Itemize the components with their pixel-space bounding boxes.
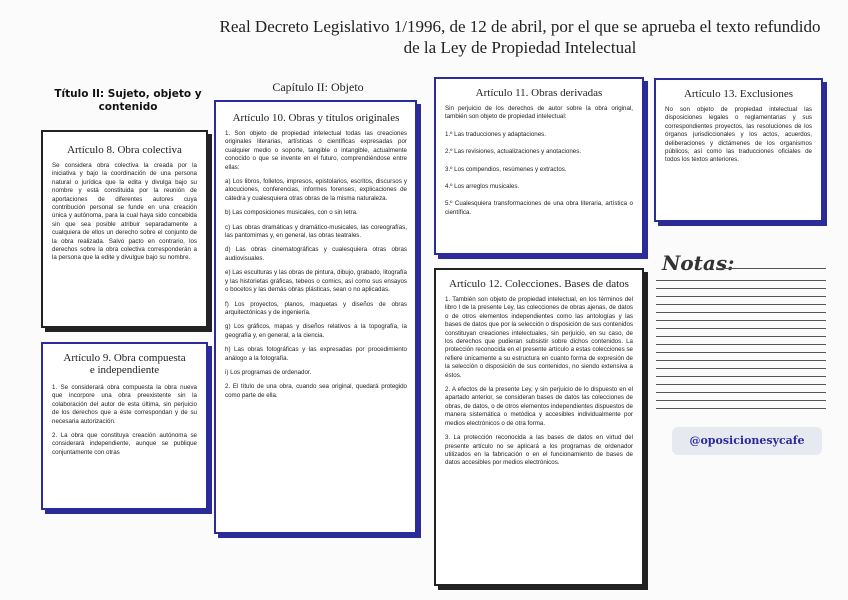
notes-line [656, 296, 826, 297]
article-11-item-2: 2.º Las revisiones, actualizaciones y anotaciones. [445, 148, 582, 156]
article-9-heading [52, 352, 197, 376]
article-9-heading-line-1: Artículo 9. Obra compuesta [63, 352, 186, 364]
notes-line [656, 368, 826, 369]
notes-line [656, 408, 826, 409]
article-12-card [434, 268, 644, 586]
notes-label: Notas: [662, 251, 735, 275]
article-8-heading: Artículo 8. Obra colectiva [67, 144, 182, 156]
titulo-ii-line-2: contenido [98, 101, 158, 113]
notes-line [656, 384, 826, 385]
article-10-p1: 1. Son objeto de propiedad intelectual todas las creaciones originales literarias, artísticas o científicas expresadas por cualquier medio o soporte, tangible o intangible, actualmente conocido o que se invente en el futuro, comprendiéndose entre ellas: [225, 130, 407, 171]
titulo-ii-line-1: Título II: Sujeto, objeto y [54, 88, 202, 100]
article-10-pg: g) Los gráficos, mapas y diseños relativos a la topografía, la geografía y, en general, a la ciencia. [225, 323, 407, 339]
article-12-heading: Artículo 12. Colecciones. Bases de datos [449, 278, 629, 290]
article-13-card [654, 78, 823, 222]
article-12-p2: 2. A efectos de la presente Ley, y sin perjuicio de lo dispuesto en el apartado anterior, se consideran bases de datos las colecciones de obras, de datos, o de otros elementos independientes dispuestos de manera sistemática o metódica y accesibles individualmente por medios electrónicos o de otra forma. [445, 386, 633, 427]
article-9-card [41, 342, 208, 510]
notes-line [656, 376, 826, 377]
page-title [200, 16, 840, 58]
article-10-pc: c) Las obras dramáticas y dramático-musicales, las coreografías, las pantomimas y, en general, las obras teatrales. [225, 223, 407, 240]
article-10-pd: d) Las obras cinematográficas y cualesquiera otras obras audiovisuales. [225, 246, 407, 262]
notes-line [656, 320, 826, 321]
article-8-card [41, 130, 208, 328]
article-9-p1: 1. Se considerará obra compuesta la obra nueva que incorpore una obra preexistente sin la colaboración del autor de esta última, sin perjuicio de los derechos que a éste correspondan y de su necesaria autorización. [52, 384, 197, 425]
author-handle: @oposicionesycafe [672, 427, 822, 455]
article-13-text: No son objeto de propiedad intelectual las disposiciones legales o reglamentarias y sus correspondientes proyectos, las resoluciones de los órganos jurisdiccionales y los actos, acuerdos, deliberaciones y dictámenes de los organismos públicos, así como las traducciones oficiales de todos los textos anteriores. [665, 106, 812, 164]
article-10-pb: b) Las composiciones musicales, con o sin letra. [225, 209, 358, 217]
chapter-heading: Capítulo II: Objeto [272, 80, 364, 94]
notes-line [656, 336, 826, 337]
notes-line [656, 392, 826, 393]
notes-line [656, 328, 826, 329]
article-11-card [434, 77, 644, 255]
notes-line [716, 268, 826, 269]
section-heading-titulo-ii [52, 88, 204, 114]
notes-line [656, 400, 826, 401]
article-11-item-5: 5.º Cualesquiera transformaciones de una obra literaria, artística o científica. [445, 200, 633, 216]
article-10-pi: i) Los programas de ordenador. [225, 368, 312, 376]
notes-line [656, 280, 826, 281]
article-11-intro: Sin perjuicio de los derechos de autor sobre la obra original, también son objeto de propiedad intelectual: [445, 105, 633, 121]
title-line-2: de la Ley de Propiedad Intelectual [403, 38, 637, 57]
article-10-pa: a) Los libros, folletos, impresos, epistolarios, escritos, discursos y alocuciones, conferencias, informes forenses, explicaciones de cátedra y cualesquiera otras obras de la misma naturaleza. [225, 178, 407, 202]
article-12-p1: 1. También son objeto de propiedad intelectual, en los términos del libro I de la presente Ley, las colecciones de obras ajenas, de datos o de otros elementos independientes como las antologías y las bases de datos que por la selección o disposición de sus contenidos constituyan creaciones intelectuales, sin perjuicio, en su caso, de los derechos que pudieran subsistir sobre dichos contenidos. La protección reconocida en el presente artículo a estas colecciones se refiere únicamente a su estructura en cuanto forma de expresión de la selección o disposición de sus contenidos, no siendo extensiva a éstos. [445, 296, 633, 379]
article-10-ph: h) Las obras fotográficas y las expresadas por procedimiento análogo a la fotografía. [225, 346, 407, 362]
article-10-card [214, 100, 417, 534]
notes-line [656, 288, 826, 289]
article-8-text: Se considera obra colectiva la creada por la iniciativa y bajo la coordinación de una persona natural o jurídica que la edita y divulga bajo su nombre y está constituida por la reunión de aportaciones de diferentes autores cuya contribución personal se funde en una creación única y autónoma, para la cual haya sido concebida sin que sea posible atribuir separadamente a cualquiera de ellos un derecho sobre el conjunto de la obra realizada. Salvo pacto en contrario, los derechos sobre la obra colectiva corresponderán a la persona que la edite y divulgue bajo su nombre. [52, 162, 197, 262]
notes-line [656, 360, 826, 361]
article-12-p3: 3. La protección reconocida a las bases de datos en virtud del presente artículo no se aplicará a los programas de ordenador utilizados en la fabricación o en el funcionamiento de bases de datos accesibles por medios electrónicos. [445, 434, 633, 467]
article-11-heading: Artículo 11. Obras derivadas [475, 87, 603, 99]
article-9-heading-line-2: e independiente [89, 364, 160, 376]
article-11-item-4: 4.º Los arreglos musicales. [445, 183, 520, 191]
article-10-pf: f) Los proyectos, planos, maquetas y diseños de obras arquitectónicas y de ingeniería. [225, 300, 407, 316]
article-10-heading: Artículo 10. Obras y títulos originales [232, 112, 400, 124]
article-9-p2: 2. La obra que constituya creación autónoma se considerará independiente, aunque se publique conjuntamente con otras [52, 432, 197, 456]
notes-line [656, 344, 826, 345]
notes-line [656, 304, 826, 305]
title-line-1: Real Decreto Legislativo 1/1996, de 12 de abril, por el que se aprueba el texto refundido [219, 17, 821, 36]
notes-line [656, 312, 826, 313]
article-10-pe: e) Las esculturas y las obras de pintura, dibujo, grabado, litografía y las historietas gráficas, tebeos o comics, así como sus ensayos o bocetos y las demás obras plásticas, sean o no aplicadas. [225, 269, 407, 294]
article-10-p2: 2. El título de una obra, cuando sea original, quedará protegido como parte de ella. [225, 383, 407, 399]
article-11-item-1: 1.º Las traducciones y adaptaciones. [445, 130, 546, 138]
notes-line [656, 352, 826, 353]
article-11-item-3: 3.º Los compendios, resúmenes y extractos. [445, 165, 567, 173]
article-13-heading: Artículo 13. Exclusiones [683, 88, 794, 100]
